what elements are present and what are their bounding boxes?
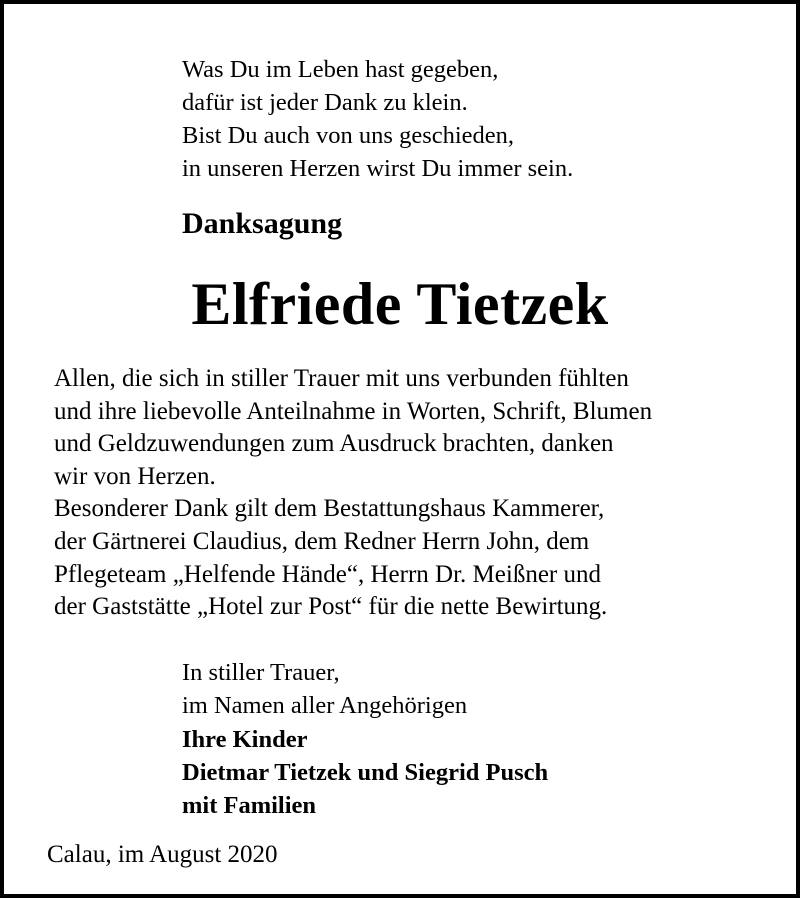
signoff-line: In stiller Trauer, [182, 659, 340, 686]
signoff-line: im Namen aller Angehörigen [182, 692, 468, 720]
body-line: und ihre liebevolle Anteilnahme in Worten, Schrift, Blumen [54, 397, 653, 425]
body-line: und Geldzuwendungen zum Ausdruck brachten, danken [54, 430, 614, 458]
body-line: Besonderer Dank gilt dem Bestattungshaus Kammerer, [54, 495, 605, 523]
memorial-poem [182, 53, 573, 185]
signoff-family: Dietmar Tietzek und Siegrid Pusch [182, 758, 549, 786]
place-date: Calau, im August 2020 [47, 841, 278, 868]
poem-line: Was Du im Leben hast gegeben, [182, 56, 499, 83]
body-line: wir von Herzen. [54, 462, 216, 490]
signoff [182, 656, 548, 822]
poem-line: Bist Du auch von uns geschieden, [182, 122, 515, 149]
body-line: der Gaststätte „Hotel zur Post“ für die nette Bewirtung. [54, 593, 608, 621]
signoff-family: mit Familien [182, 792, 317, 820]
body-line: Allen, die sich in stiller Trauer mit uns verbunden fühlten [54, 365, 629, 392]
signoff-family: Ihre Kinder [182, 725, 308, 753]
poem-line: in unseren Herzen wirst Du immer sein. [182, 155, 574, 182]
body-line: Pflegeteam „Helfende Hände“, Herrn Dr. Meißner und [54, 560, 601, 588]
deceased-name: Elfriede Tietzek [191, 271, 609, 337]
poem-line: dafür ist jeder Dank zu klein. [182, 89, 468, 116]
thank-you-text [54, 363, 652, 624]
body-line: der Gärtnerei Claudius, dem Redner Herrn John, dem [54, 527, 590, 555]
notice-heading: Danksagung [182, 207, 343, 240]
